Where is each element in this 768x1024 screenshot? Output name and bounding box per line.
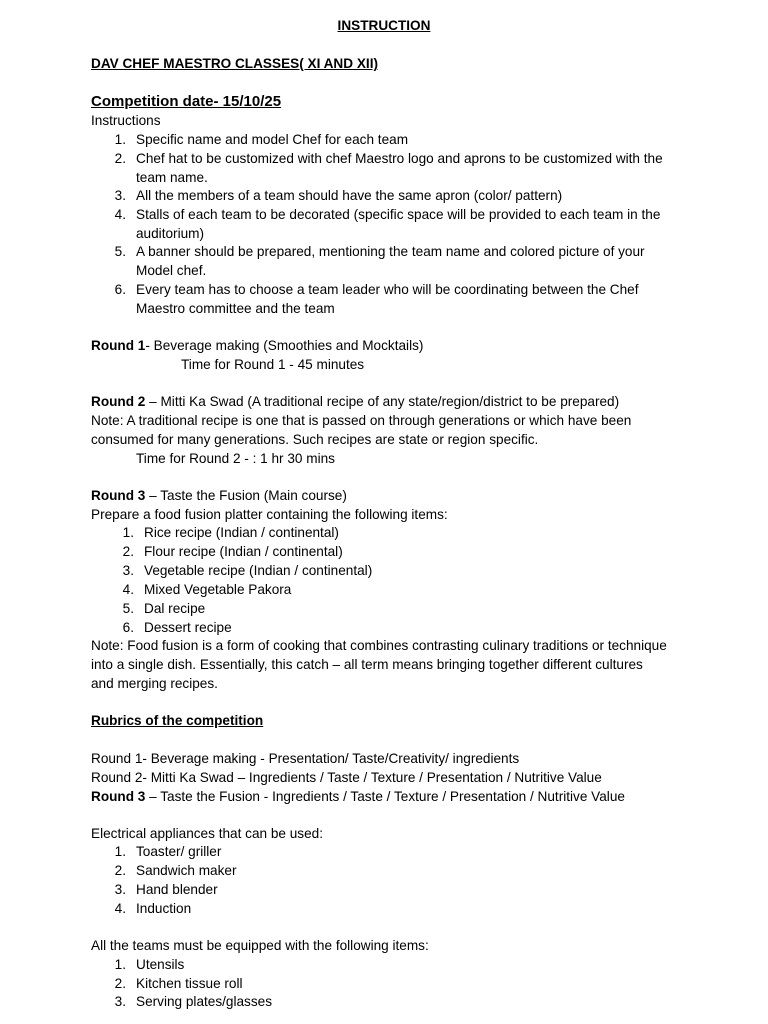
list-number: 4.: [114, 207, 126, 222]
round3-intro: Prepare a food fusion platter containing the following items:: [91, 507, 448, 522]
round3-heading: [91, 487, 347, 506]
list-text: team name.: [136, 170, 208, 185]
list-text: Model chef.: [136, 263, 207, 278]
round3-label: Round 3: [91, 488, 146, 503]
list-number: 5.: [114, 244, 126, 259]
list-number: 1.: [122, 525, 134, 540]
list-text: Maestro committee and the team: [136, 301, 335, 316]
round3-text: – Taste the Fusion (Main course): [145, 488, 347, 503]
list-number: 2.: [114, 151, 126, 166]
rubric-round3-label: Round 3: [91, 789, 146, 804]
list-text: A banner should be prepared, mentioning the team name and colored picture of your: [136, 244, 645, 259]
list-text: Serving plates/glasses: [136, 994, 273, 1009]
round3-note: and merging recipes.: [91, 676, 218, 691]
list-number: 6.: [114, 282, 126, 297]
list-text: Flour recipe (Indian / continental): [144, 544, 343, 559]
round2-note: consumed for many generations. Such recipes are state or region specific.: [91, 432, 539, 447]
list-text: Toaster/ griller: [136, 844, 222, 859]
list-number: 3.: [114, 994, 126, 1009]
round2-label: Round 2: [91, 394, 146, 409]
list-number: 6.: [122, 620, 134, 635]
list-number: 3.: [122, 563, 134, 578]
rubric-round3: [91, 788, 625, 807]
competition-date: Competition date- 15/10/25: [91, 93, 282, 110]
round3-note: into a single dish. Essentially, this catch – all term means bringing together different cultures: [91, 657, 643, 672]
equipment-intro: All the teams must be equipped with the following items:: [91, 938, 429, 953]
list-number: 2.: [122, 544, 134, 559]
list-number: 3.: [114, 188, 126, 203]
list-text: Sandwich maker: [136, 863, 237, 878]
list-number: 2.: [114, 976, 126, 991]
list-number: 2.: [114, 863, 126, 878]
list-text: auditorium): [136, 226, 204, 241]
list-number: 1.: [114, 132, 126, 147]
appliances-intro: Electrical appliances that can be used:: [91, 826, 323, 841]
list-text: Kitchen tissue roll: [136, 976, 243, 991]
rubric-round1: Round 1- Beverage making - Presentation/ Taste/Creativity/ ingredients: [91, 751, 520, 766]
round1-heading: [91, 337, 423, 356]
list-number: 4.: [114, 901, 126, 916]
list-text: Induction: [136, 901, 192, 916]
list-text: All the members of a team should have the same apron (color/ pattern): [136, 188, 563, 203]
round2-heading: [91, 393, 619, 412]
rubric-round2: Round 2- Mitti Ka Swad – Ingredients / Taste / Texture / Presentation / Nutritive Value: [91, 770, 602, 785]
list-text: Dal recipe: [144, 601, 206, 616]
list-text: Hand blender: [136, 882, 218, 897]
list-number: 3.: [114, 882, 126, 897]
instructions-label: Instructions: [91, 113, 161, 128]
list-number: 4.: [122, 582, 134, 597]
document-title: INSTRUCTION: [337, 18, 431, 33]
round1-time: Time for Round 1 - 45 minutes: [181, 357, 365, 372]
document-subtitle: DAV CHEF MAESTRO CLASSES( XI AND XII): [91, 56, 378, 71]
list-text: Rice recipe (Indian / continental): [144, 525, 339, 540]
list-text: Vegetable recipe (Indian / continental): [144, 563, 373, 578]
list-text: Chef hat to be customized with chef Maestro logo and aprons to be customized with the: [136, 151, 663, 166]
rubrics-heading: Rubrics of the competition: [91, 713, 264, 728]
rubric-round3-text: – Taste the Fusion - Ingredients / Taste / Texture / Presentation / Nutritive Value: [145, 789, 625, 804]
list-text: Dessert recipe: [144, 620, 232, 635]
list-number: 1.: [114, 957, 126, 972]
list-text: Specific name and model Chef for each team: [136, 132, 409, 147]
list-text: Every team has to choose a team leader who will be coordinating between the Chef: [136, 282, 639, 297]
list-text: Stalls of each team to be decorated (specific space will be provided to each team in the: [136, 207, 661, 222]
round1-text: - Beverage making (Smoothies and Mocktails): [145, 338, 424, 353]
list-text: Mixed Vegetable Pakora: [144, 582, 292, 597]
round3-note: Note: Food fusion is a form of cooking that combines contrasting culinary traditions or technique: [91, 638, 667, 653]
round2-note: Note: A traditional recipe is one that is passed on through generations or which have been: [91, 413, 632, 428]
list-number: 1.: [114, 844, 126, 859]
round2-time: Time for Round 2 - : 1 hr 30 mins: [136, 451, 335, 466]
round1-label: Round 1: [91, 338, 146, 353]
round2-text: – Mitti Ka Swad (A traditional recipe of any state/region/district to be prepared): [145, 394, 620, 409]
list-text: Utensils: [136, 957, 185, 972]
list-number: 5.: [122, 601, 134, 616]
